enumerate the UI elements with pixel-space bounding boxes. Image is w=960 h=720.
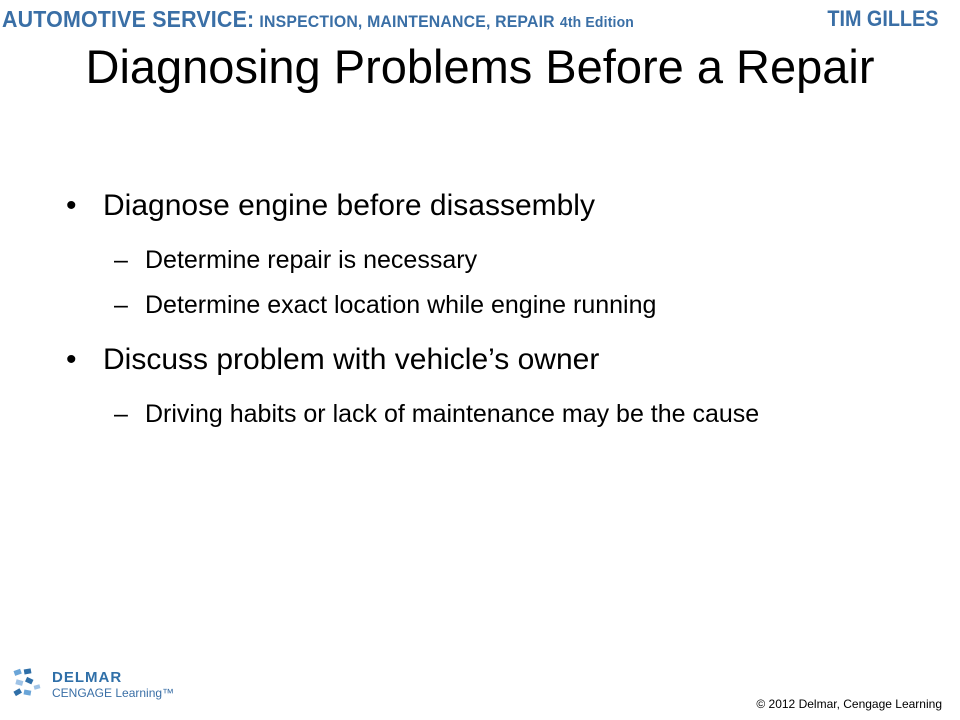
sub-bullet-item [66,244,906,277]
delmar-logo-icon [12,668,46,700]
copyright-notice: © 2012 Delmar, Cengage Learning [756,697,942,711]
bullet-text: Discuss problem with vehicle’s owner [103,343,600,376]
book-title [2,6,634,33]
logo-subtitle: CENGAGE Learning™ [52,686,175,700]
sub-bullet-text: Driving habits or lack of maintenance may be the cause [145,400,760,428]
bullet-marker: • [66,189,77,222]
dash-marker: – [114,400,128,428]
sub-bullet-text: Determine repair is necessary [145,246,478,274]
bullet-text: Diagnose engine before disassembly [103,189,595,222]
dash-marker: – [114,246,128,274]
delmar-logo [12,664,182,704]
header-bar [0,0,960,38]
book-title-main: AUTOMOTIVE SERVICE: [2,6,255,32]
sub-bullet-text: Determine exact location while engine running [145,291,657,319]
author-name: TIM GILLES [826,6,938,31]
bullet-marker: • [66,343,77,376]
logo-name: DELMAR [52,669,123,686]
book-title-sub: INSPECTION, MAINTENANCE, REPAIR [259,12,555,31]
bullet-list [66,188,906,443]
dash-marker: – [114,291,128,319]
sub-bullet-item [66,398,906,431]
bullet-item [66,342,906,378]
slide-title: Diagnosing Problems Before a Repair [85,40,875,93]
bullet-item [66,188,906,224]
book-edition: 4th Edition [559,14,635,31]
sub-bullet-item [66,289,906,322]
